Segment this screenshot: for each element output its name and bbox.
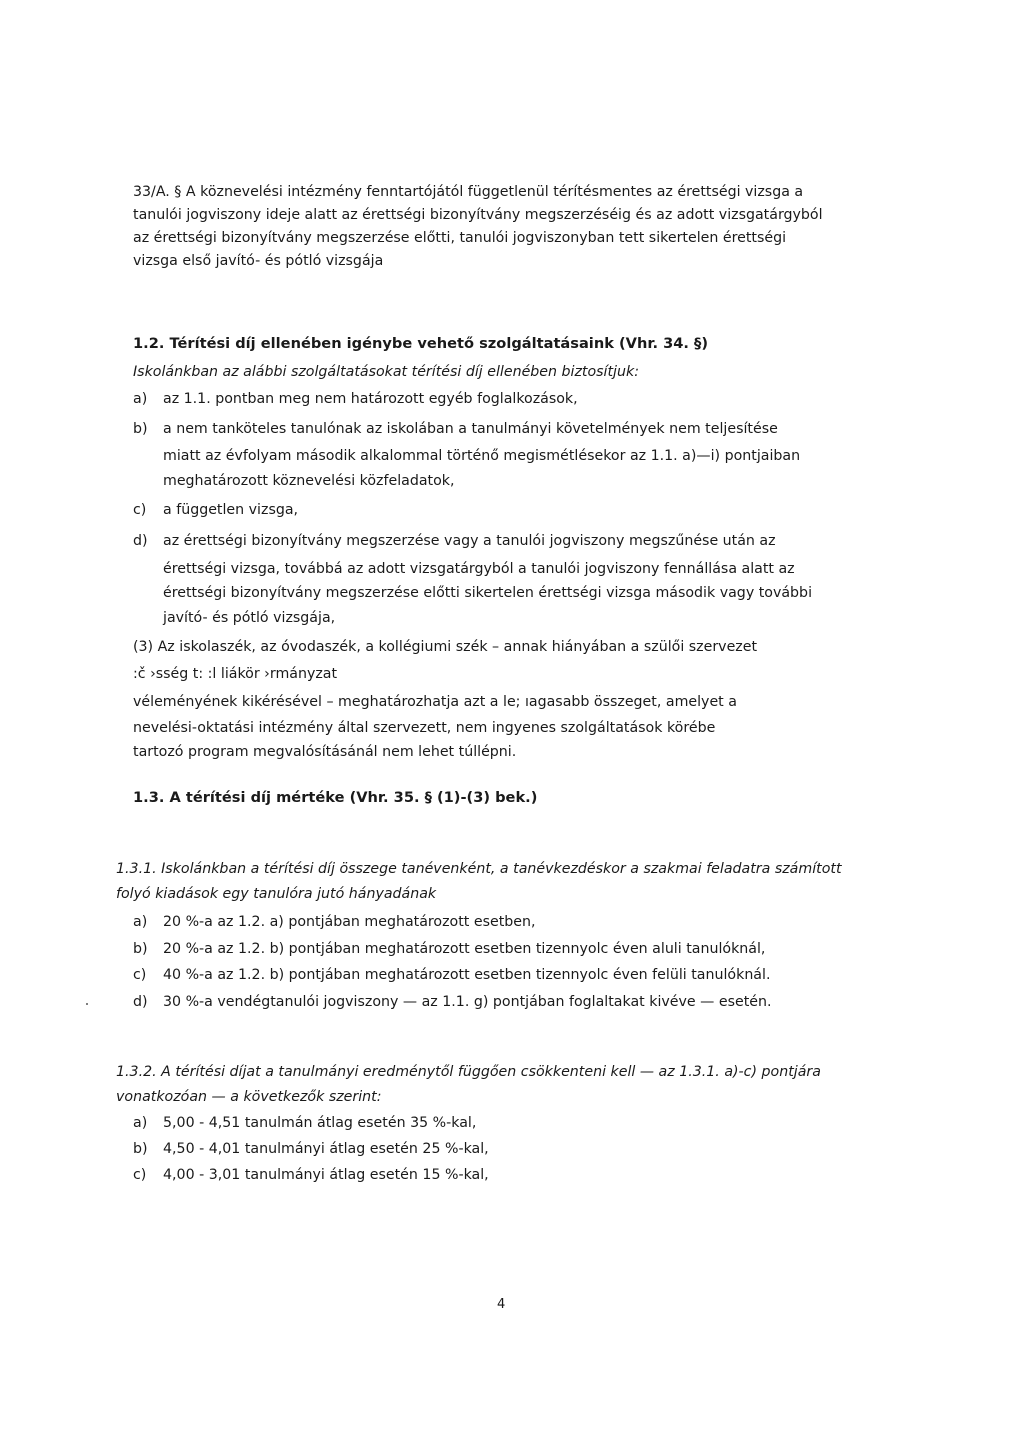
list-text: az érettségi bizonyítvány megszerzése vagy a tanulói jogviszony megszűnése után az — [163, 533, 776, 549]
list-text: a független vizsga, — [163, 502, 299, 518]
list-item — [133, 388, 578, 412]
list-item-continuation: meghatározott köznevelési közfeladatok, — [163, 473, 455, 489]
list-label: b) — [133, 421, 148, 437]
section-intro: vonatkozóan — a következők szerint: — [116, 1089, 382, 1105]
list-item-continuation: miatt az évfolyam második alkalommal történő megismétlésekor az 1.1. a)—i) pontjaiban — [163, 448, 801, 464]
list-label: a) — [133, 391, 148, 407]
list-label: b) — [133, 1141, 148, 1157]
list-text: 40 %-a az 1.2. b) pontjában meghatározott esetben tizennyolc éven felüli tanulóknál. — [163, 967, 771, 983]
list-item — [133, 499, 298, 523]
paragraph-line: (3) Az iskolaszék, az óvodaszék, a kollégiumi szék – annak hiányában a szülői szervezet — [133, 639, 758, 655]
list-item — [133, 1112, 476, 1136]
section-heading-1-2: 1.2. Térítési díj ellenében igénybe vehető szolgáltatásaink (Vhr. 34. §) — [133, 335, 708, 352]
list-item-continuation: érettségi vizsga, továbbá az adott vizsgatárgyból a tanulói jogviszony fennállása alatt az — [163, 561, 795, 577]
list-text: 30 %-a vendégtanulói jogviszony — az 1.1. g) pontjában foglaltakat kivéve — esetén. — [163, 994, 772, 1010]
list-item — [133, 1138, 489, 1162]
list-label: c) — [133, 967, 147, 983]
section-intro: Iskolánkban az alábbi szolgáltatásokat térítési díj ellenében biztosítjuk: — [133, 364, 639, 380]
paragraph-line-damaged: :č ›sség t: :l liákör ›rmányzat — [133, 666, 338, 682]
page-number: 4 — [497, 1297, 506, 1312]
paragraph-line: vizsga első javító- és pótló vizsgája — [133, 253, 384, 269]
list-label: d) — [133, 994, 148, 1010]
paragraph-line: 33/A. § A köznevelési intézmény fenntartójától függetlenül térítésmentes az érettségi vizsga a — [133, 184, 804, 200]
list-item-continuation: javító- és pótló vizsgája, — [163, 610, 336, 626]
section-intro: 1.3.2. A térítési díjat a tanulmányi eredménytől függően csökkenteni kell — az 1.3.1. a)-c) pontjára — [116, 1064, 821, 1080]
section-heading-1-3: 1.3. A térítési díj mértéke (Vhr. 35. § (1)-(3) bek.) — [133, 789, 538, 806]
list-label: a) — [133, 1115, 148, 1131]
list-item — [133, 418, 778, 442]
list-item — [133, 530, 776, 554]
list-item — [133, 991, 771, 1015]
list-item — [133, 1164, 489, 1188]
section-intro: folyó kiadások egy tanulóra jutó hányadának — [116, 886, 437, 902]
list-label: c) — [133, 1167, 147, 1183]
paragraph-line: nevelési-oktatási intézmény által szervezett, nem ingyenes szolgáltatások körébe — [133, 720, 716, 736]
paragraph-line: az érettségi bizonyítvány megszerzése előtti, tanulói jogviszonyban tett sikertelen érettségi — [133, 230, 787, 246]
list-item — [133, 938, 765, 962]
paragraph-line: véleményének kikérésével – meghatározhatja azt a le; ıagasabb összeget, amelyet a — [133, 694, 737, 710]
section-intro: 1.3.1. Iskolánkban a térítési díj összege tanévenként, a tanévkezdéskor a szakmai feladatra számított — [116, 861, 842, 877]
list-text: az 1.1. pontban meg nem határozott egyéb foglalkozások, — [163, 391, 578, 407]
list-label: c) — [133, 502, 147, 518]
list-item — [133, 911, 536, 935]
list-text: 5,00 - 4,51 tanulmán átlag esetén 35 %-kal, — [163, 1115, 477, 1131]
list-item-continuation: érettségi bizonyítvány megszerzése előtti sikertelen érettségi vizsga második vagy további — [163, 585, 813, 601]
paragraph-line: tartozó program megvalósításánál nem lehet túllépni. — [133, 744, 517, 760]
list-label: d) — [133, 533, 148, 549]
list-text: 20 %-a az 1.2. b) pontjában meghatározott esetben tizennyolc éven aluli tanulóknál, — [163, 941, 766, 957]
list-text: 20 %-a az 1.2. a) pontjában meghatározott esetben, — [163, 914, 536, 930]
list-label: b) — [133, 941, 148, 957]
paragraph-line: tanulói jogviszony ideje alatt az érettségi bizonyítvány megszerzéséig és az adott vizsgatárgyból — [133, 207, 823, 223]
list-text: 4,50 - 4,01 tanulmányi átlag esetén 25 %-kal, — [163, 1141, 489, 1157]
list-text: a nem tanköteles tanulónak az iskolában a tanulmányi követelmények nem teljesítése — [163, 421, 778, 437]
list-item — [133, 964, 770, 988]
list-label: a) — [133, 914, 148, 930]
list-text: 4,00 - 3,01 tanulmányi átlag esetén 15 %-kal, — [163, 1167, 489, 1183]
stray-mark — [86, 1003, 88, 1005]
